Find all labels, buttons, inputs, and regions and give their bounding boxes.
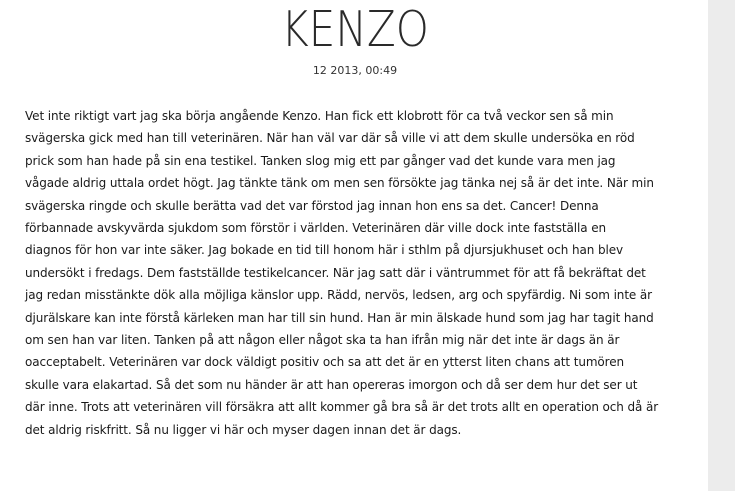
post-body-line: undersökt i fredags. Dem fastställde testikelcancer. När jag satt där i väntrummet för att få bekräftat det	[25, 265, 646, 280]
post-body-line: vågade aldrig uttala ordet högt. Jag tänkte tänk om men sen försökte jag tänka nej så är det inte. När min	[25, 176, 654, 191]
post-body-line: jag redan misstänkte dök alla möjliga känslor upp. Rädd, nervös, ledsen, arg och spyfärdig. Ni som inte är	[25, 288, 653, 303]
post-body	[25, 105, 695, 441]
post-body-line: skulle vara elakartad. Så det som nu händer är att han opereras imorgon och då ser dem hur det ser ut	[25, 377, 638, 392]
post-body-line: prick som han hade på sin ena testikel. Tanken slog mig ett par gånger vad det kunde vara men jag	[25, 153, 616, 168]
post-body-line: Vet inte riktigt vart jag ska börja angående Kenzo. Han fick ett klobrott för ca två veckor sen så min	[25, 109, 614, 123]
post-body-line: diagnos för hon var inte säker. Jag bokade en tid till honom här i sthlm på djursjukhuset och han blev	[25, 243, 624, 258]
post-body-line: svägerska ringde och skulle berätta vad det var förstod jag innan hon ens sa det. Cancer! Denna	[25, 198, 599, 213]
post-body-line: där inne. Trots att veterinären vill försäkra att allt kommer gå bra så är det trots allt en operation och då är	[25, 400, 659, 415]
post-body-line: oacceptabelt. Veterinären var dock väldigt positiv och sa att det är en ytterst liten chans att tumören	[25, 355, 625, 370]
post-body-line: djurälskare kan inte förstå kärleken man har till sin hund. Han är min älskade hund som jag har tagit hand	[25, 310, 654, 325]
post-title: KENZO	[281, 1, 429, 58]
post-body-line: svägerska gick med han till veterinären. När han väl var där så ville vi att dem skulle undersöka en röd	[25, 131, 635, 146]
post-date: 12 2013, 00:49	[312, 64, 398, 77]
post-body-line: det aldrig riskfritt. Så nu ligger vi här och myser dagen innan det är dags.	[25, 422, 462, 437]
post-body-line: om sen han var liten. Tanken på att någon eller något ska ta han ifrån mig när det inte är dags än är	[25, 333, 620, 348]
post-body-line: förbannade avskyvärda sjukdom som förstör i världen. Veterinären där ville dock inte fastställa en	[25, 221, 606, 236]
page-side-margin	[708, 0, 735, 491]
